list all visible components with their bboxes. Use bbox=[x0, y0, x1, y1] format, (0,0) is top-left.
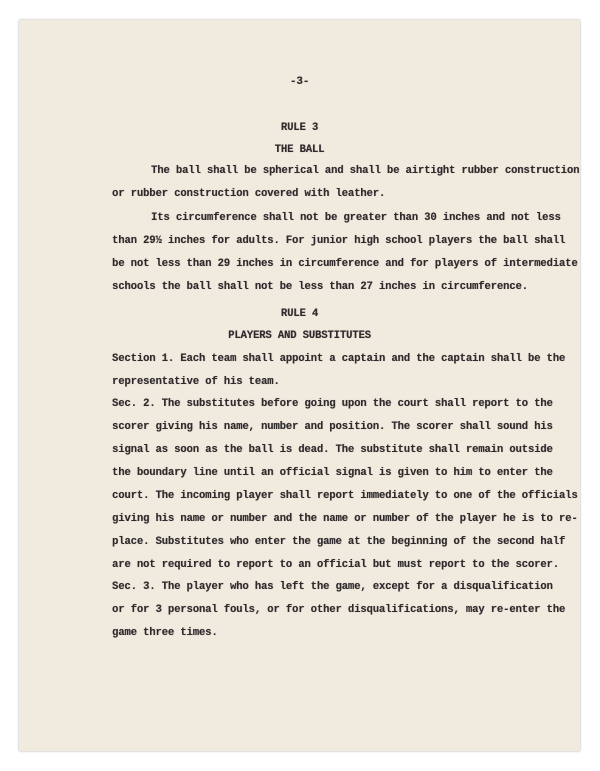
rule4-line: or for 3 personal fouls, or for other disqualifications, may re-enter the bbox=[112, 604, 566, 616]
page-number: -3- bbox=[289, 76, 310, 88]
rule4-line: the boundary line until an official signal is given to him to enter the bbox=[112, 467, 553, 479]
rule3-line: be not less than 29 inches in circumference and for players of intermediate bbox=[112, 258, 578, 270]
rule3-line: or rubber construction covered with leather. bbox=[112, 188, 386, 200]
rule4-line: Sec. 3. The player who has left the game, except for a disqualification bbox=[112, 581, 553, 593]
rule4-line: place. Substitutes who enter the game at the beginning of the second half bbox=[112, 536, 566, 548]
rule3-line: than 29½ inches for adults. For junior high school players the ball shall bbox=[112, 235, 566, 247]
rule4-line: game three times. bbox=[112, 627, 218, 639]
rule3-line: The ball shall be spherical and shall be airtight rubber construction bbox=[151, 165, 580, 177]
rule4-line: signal as soon as the ball is dead. The substitute shall remain outside bbox=[112, 444, 553, 456]
rule4-line: representative of his team. bbox=[112, 376, 280, 388]
rule4-line: giving his name or number and the name or number of the player he is to re- bbox=[112, 513, 578, 525]
rule4-line: are not required to report to an official but must report to the scorer. bbox=[112, 559, 559, 571]
rule3-heading: RULE 3 bbox=[280, 122, 319, 134]
rule4-line: court. The incoming player shall report immediately to one of the officials bbox=[112, 490, 578, 502]
typed-page bbox=[19, 20, 580, 751]
rule4-heading: RULE 4 bbox=[280, 308, 319, 320]
rule3-line: Its circumference shall not be greater than 30 inches and not less bbox=[151, 212, 561, 224]
rule3-subheading: THE BALL bbox=[274, 144, 325, 156]
rule3-line: schools the ball shall not be less than 27 inches in circumference. bbox=[112, 281, 528, 293]
rule4-subheading: PLAYERS AND SUBSTITUTES bbox=[228, 330, 371, 342]
rule4-line: Sec. 2. The substitutes before going upon the court shall report to the bbox=[112, 398, 553, 410]
rule4-line: scorer giving his name, number and position. The scorer shall sound his bbox=[112, 421, 553, 433]
rule4-line: Section 1. Each team shall appoint a captain and the captain shall be the bbox=[112, 353, 566, 365]
